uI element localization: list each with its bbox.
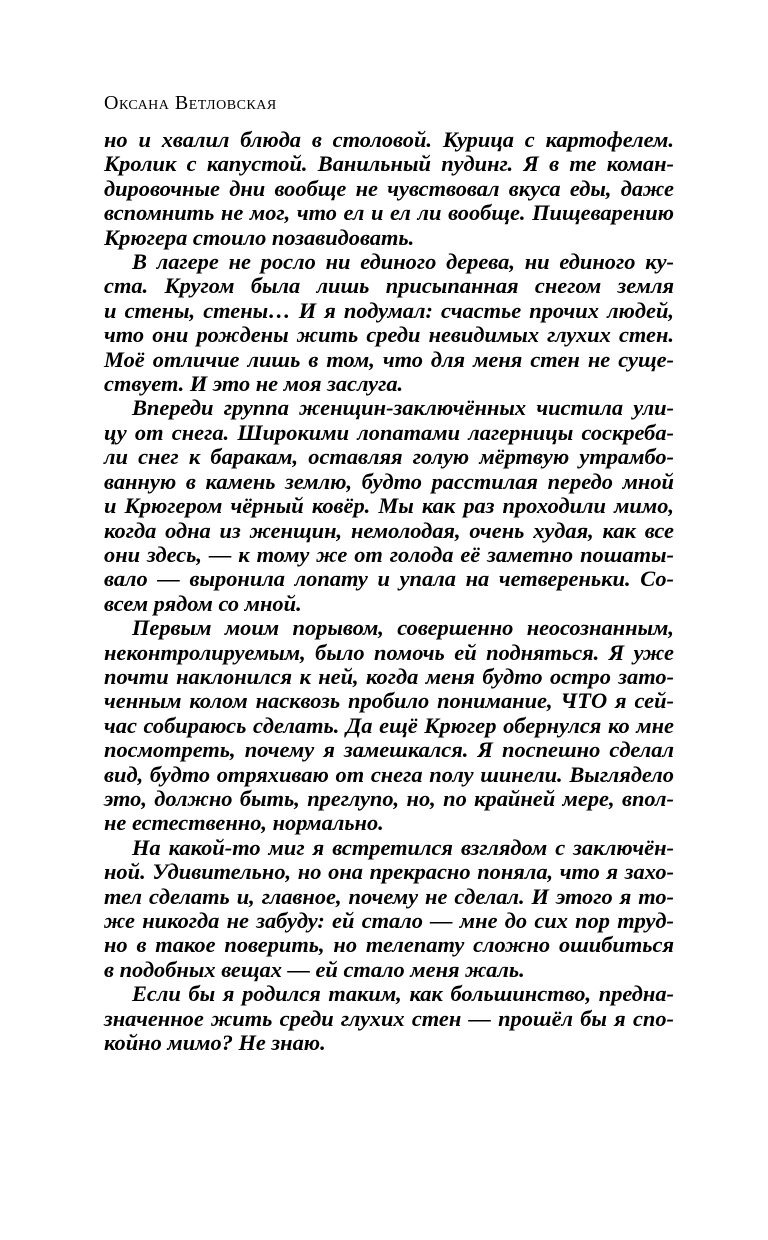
text-line: цу от снега. Широкими лопатами лагерницы соскреба- xyxy=(104,419,674,445)
paragraph xyxy=(104,616,674,836)
body-text xyxy=(104,128,674,1055)
text-line: посмотреть, почему я замешкался. Я поспешно сделал xyxy=(104,737,674,763)
text-line: не естественно, нормально. xyxy=(104,810,384,836)
text-line: в подобных вещах — ей стало меня жаль. xyxy=(104,956,525,982)
text-line: ствует. И это не моя заслуга. xyxy=(104,371,404,397)
text-line: Кролик с капустой. Ванильный пудинг. Я в те коман- xyxy=(104,151,674,177)
text-line: ли снег к баракам, оставляя голую мёртвую утрамбо- xyxy=(104,444,674,470)
paragraph xyxy=(104,396,674,616)
text-line: вспомнить не мог, что ел и ел ли вообще. Пищеварению xyxy=(104,200,674,226)
text-line: вид, будто отряхиваю от снега полу шинели. Выглядело xyxy=(104,761,674,787)
text-line: почти наклонился к ней, когда меня будто остро зато- xyxy=(104,663,674,689)
paragraph xyxy=(104,128,674,250)
text-line: но в такое поверить, но телепату сложно ошибиться xyxy=(104,932,674,958)
text-line: они здесь, — к тому же от голода её заметно пошаты- xyxy=(104,541,674,567)
paragraph xyxy=(104,982,674,1055)
text-line: час собираюсь сделать. Да ещё Крюгер обернулся ко мне xyxy=(104,712,674,738)
text-line: ной. Удивительно, но она прекрасно поняла, что я захо- xyxy=(104,859,674,885)
text-line: всем рядом со мной. xyxy=(104,590,302,616)
text-line: Крюгера стоило позавидовать. xyxy=(104,224,415,250)
text-line: тел сделать и, главное, почему не сделал. И этого я то- xyxy=(104,883,674,909)
text-line: Впереди группа женщин-заключённых чистила ули- xyxy=(132,395,674,421)
text-line: значенное жить среди глухих стен — прошёл бы я спо- xyxy=(104,1005,674,1031)
text-line: и Крюгером чёрный ковёр. Мы как раз проходили мимо, xyxy=(104,493,674,519)
text-line: что они рождены жить среди невидимых глухих стен. xyxy=(104,322,674,348)
text-line: ченным колом насквозь пробило понимание, ЧТО я сей- xyxy=(104,688,674,714)
paragraph xyxy=(104,250,674,396)
running-head-author: Оксана Ветловская xyxy=(104,92,277,114)
text-line: когда одна из женщин, немолодая, очень худая, как все xyxy=(104,517,674,543)
text-line: На какой-то миг я встретился взглядом с заключён- xyxy=(132,834,674,860)
text-line: вало — выронила лопату и упала на четвереньки. Со- xyxy=(104,566,674,592)
text-line: же никогда не забуду: ей стало — мне до сих пор труд- xyxy=(104,908,674,933)
text-line: В лагере не росло ни единого дерева, ни единого ку- xyxy=(132,249,674,275)
text-line: Если бы я родился таким, как большинство, предна- xyxy=(132,981,674,1007)
text-line: неконтролируемым, было помочь ей подняться. Я уже xyxy=(104,639,674,665)
text-line: койно мимо? Не знаю. xyxy=(104,1030,326,1056)
text-line: ванную в камень землю, будто расстилая передо мной xyxy=(104,468,674,494)
text-line: но и хвалил блюда в столовой. Курица с картофелем. xyxy=(104,127,674,152)
text-line: и стены, стены… И я подумал: счастье прочих людей, xyxy=(104,297,674,323)
text-line: дировочные дни вообще не чувствовал вкуса еды, даже xyxy=(104,175,674,201)
text-line: Первым моим порывом, совершенно неосознанным, xyxy=(132,615,674,641)
text-line: Моё отличие лишь в том, что для меня стен не суще- xyxy=(104,346,674,372)
text-line: ста. Кругом была лишь присыпанная снегом земля xyxy=(104,273,674,299)
text-line: это, должно быть, преглупо, но, по крайней мере, впол- xyxy=(104,785,674,811)
paragraph xyxy=(104,836,674,982)
